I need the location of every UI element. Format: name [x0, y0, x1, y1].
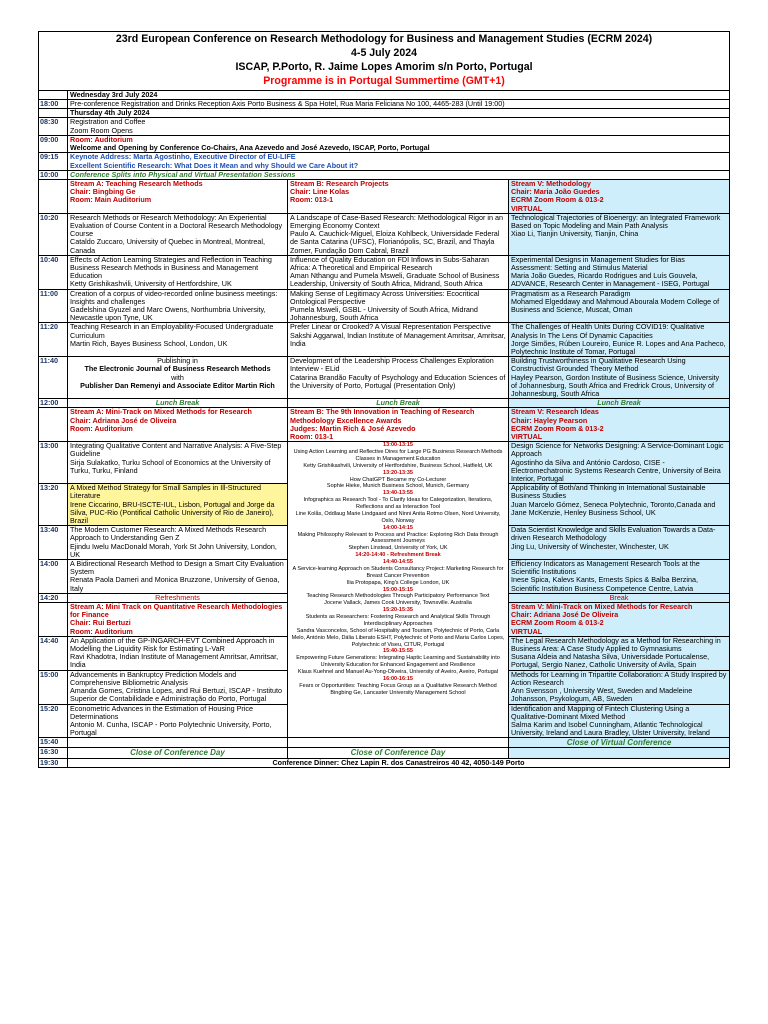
- stream-a-header: [68, 179, 288, 213]
- close-day-a: Close of Conference Day: [68, 748, 288, 758]
- stream-title: Stream A: Mini-Track on Mixed Methods for Research: [70, 407, 252, 417]
- paper-title: Development of the Leadership Process Challenges Exploration Interview - ELid: [290, 356, 494, 374]
- session-a: [68, 484, 288, 526]
- session-v: [509, 442, 730, 484]
- session-a: [68, 636, 288, 670]
- keynote-speaker: Keynote Address: Marta Agostinho, Executive Director of EU-LIFE: [70, 152, 296, 162]
- conference-venue: ISCAP, P.Porto, R. Jaime Lopes Amorim s/n Porto, Portugal: [235, 60, 533, 73]
- award-author: Ketty Grishikashvili, University of Hertfordshire, Business School, Hatfield, UK: [303, 462, 493, 469]
- award-title: Making Philosophy Relevant to Process and Practice: Exploring Rich Data through Assessment Journeys: [297, 531, 499, 545]
- paper-authors: Agostinho da Silva and António Cardoso, CISE - Electromechatronic Systems Research Centre, University of Beira Interior, Portugal: [511, 457, 721, 484]
- award-time: 14:00-14:15: [383, 524, 413, 531]
- paper-authors: Maria João Guedes, Ricardo Rodrigues and Luís Gouvela, ADVANCE, Research Center in Management - ISEG, Portugal: [511, 271, 710, 289]
- time-cell: 15:20: [39, 704, 68, 738]
- paper-title: Influence of Quality Education on FDI Inflows in Subs-Saharan Africa: A Theoretical and Empirical Research: [290, 255, 489, 272]
- paper-authors: Antonio M. Cunha, ISCAP - Porto Polytechnic University, Porto, Portugal: [70, 719, 272, 738]
- welcome-text: Welcome and Opening by Conference Co-Chairs, Ana Azevedo and José Azevedo, ISCAP, Porto, Portugal: [70, 143, 430, 153]
- session-v: [509, 255, 730, 289]
- time-cell: 12:00: [39, 399, 68, 408]
- paper-title: Design Science for Networks Designing: A Service-Dominant Logic Approach: [511, 441, 724, 459]
- conference-dates: 4-5 July 2024: [351, 46, 417, 59]
- paper-title: Experimental Designs in Management Studies for Bias Assessment: Setting and Stimulus Material: [511, 255, 685, 272]
- award-time: 13:20-13:35: [383, 469, 413, 476]
- award-author: Ilia Protopapa, King's College London, UK: [346, 579, 450, 586]
- reception-text: Pre-conference Registration and Drinks Reception Axis Porto Business & Spa Hotel, Rua Maria Feliciana No 100, 4465-283 (Until 19:00): [68, 100, 730, 109]
- paper-authors: Jorge Simões, Rúben Loureiro, Eunice R. Lopes and Ana Pacheco, Polytechnic Institute of Tomar, Portugal: [511, 338, 726, 356]
- session-a: [68, 704, 288, 738]
- day-label-thursday: Thursday 4th July 2024: [68, 109, 730, 118]
- award-title: Using Action Learning and Reflective Dires for Large PG Business Research Methods Classes in Management Education: [293, 449, 503, 462]
- paper-authors: Ketty Grishikashvili, University of Hertfordshire, UK: [70, 279, 232, 289]
- stream-room: Room: 013-1: [290, 432, 334, 441]
- session-v: [509, 704, 730, 738]
- paper-authors: Mohamed Elgeddawy and Mahmoud Abourala Modern College of Business and Science, Muscat, Oman: [511, 296, 720, 314]
- lunch-break-a: Lunch Break: [68, 399, 288, 408]
- stream-v-header-mixed: [509, 603, 730, 637]
- stream-b-header: [288, 179, 509, 213]
- paper-title: Technological Trajectories of Bioenergy: an Integrated Framework Based on Topic Modeling and Main Path Analysis: [511, 213, 721, 230]
- time-cell: 15:40: [39, 738, 68, 748]
- paper-title: Identification and Mapping of Fintech Clustering Using a Qualitative-Dominant Mixed Method: [511, 704, 690, 721]
- award-time: 13:00-13:15: [383, 442, 413, 449]
- stream-b-header-pm: [288, 408, 509, 442]
- close-virtual: Close of Virtual Conference: [509, 738, 730, 748]
- stream-title: Stream A: Teaching Research Methods: [70, 179, 203, 188]
- paper-title: Publishing in: [157, 356, 198, 366]
- paper-title: The Legal Research Methodology as a Method for Researching in Business Area: A Case Study Applied to Gymnasiums: [511, 636, 721, 654]
- zoom-room-text: Zoom Room Opens: [70, 125, 133, 135]
- session-v: [509, 636, 730, 670]
- time-cell: 10:20: [39, 213, 68, 255]
- stream-judges: Judges: Martin Rich & José Azevedo: [290, 423, 416, 433]
- paper-title: The Modern Customer Research: A Mixed Methods Research Approach to Understanding Gen Z: [70, 525, 267, 543]
- paper-title: Integrating Qualitative Content and Narrative Analysis: A Five-Step Guideline: [70, 441, 282, 459]
- session-a: [68, 213, 288, 255]
- paper-title: The Challenges of Health Units During COVID19: Qualitative Analysis In The Lens Of Dynamic Capacities: [511, 322, 705, 340]
- welcome-room: Room: Auditorium: [70, 135, 133, 144]
- award-title: A Service-learning Approach on Students Consultancy Project: Marketing Research for Breast Cancer Prevention: [292, 565, 504, 579]
- registration-text: Registration and Coffee: [70, 117, 146, 127]
- paper-authors: Cataldo Zuccaro, University of Quebec in Montreal, Montreal, Canada: [70, 237, 265, 255]
- time-cell: 16:30: [39, 748, 68, 758]
- session-b: [288, 357, 509, 399]
- paper-authors: Hayley Pearson, Gordon Institute of Business Science, University of Johannesburg, South Africa and Fredrick Crous, University of Johannesburg, South Africa: [511, 372, 720, 398]
- stream-line: VIRTUAL: [511, 626, 543, 636]
- award-author: Sophie Hieke, Munich Business School, Munich, Germany: [326, 483, 470, 490]
- award-time: 15:00-15:15: [383, 586, 413, 593]
- paper-title: Creation of a corpus of video-recorded online business meetings: Insights and challenges: [70, 289, 278, 306]
- stream-title: Stream B: Research Projects: [290, 179, 389, 188]
- award-author: Klaus Kuehnel and Manuel Au-Yong-Oliveira, University of Aveiro, Aveiro, Portugal: [297, 669, 499, 676]
- time-cell: 15:00: [39, 670, 68, 704]
- paper-authors: Irene Ciccarino, BRU-ISCTE-IUL, Lisbon, Portugal and Jorge da Silva, PUC-Rio (Pontifical Catholic University of Rio de Janeiro), Brazil: [70, 499, 275, 526]
- keynote-cell: [68, 153, 730, 170]
- stream-line: Stream A: Mini Track on Quantitative Research Methodologies for Finance: [70, 602, 283, 620]
- stream-line: Stream V: Mini-Track on Mixed Methods for Research: [511, 602, 693, 612]
- paper-authors: Gadelshina Gyuzel and Marc Owens, Northumbria University, Newcastle upon Tyne, UK: [70, 304, 266, 323]
- award-break: 14:20-14:40 - Refreshment Break: [355, 552, 441, 559]
- session-v: [509, 484, 730, 526]
- time-cell: 09:00: [39, 135, 68, 152]
- paper-title: Making Sense of Legitimacy Across Universities: Ecocritical Ontological Perspective: [290, 289, 480, 306]
- paper-title: Building Trustworthiness in Qualitative Research Using Constructivist Grounded Theory Method: [511, 356, 686, 374]
- session-v: [509, 323, 730, 357]
- time-cell: 18:00: [39, 100, 68, 109]
- award-time: 14:40-14:55: [383, 559, 413, 566]
- paper-title: Methods for Learning in Tripartite Collaboration: A Study Inspired by Action Research: [511, 670, 727, 687]
- stream-line: ECRM Zoom Room & 013-2: [511, 618, 604, 628]
- award-time: 16:00-16:15: [383, 675, 413, 682]
- paper-title: A Landscape of Case-Based Research: Methodological Rigor in an Emerging Economy Context: [290, 213, 503, 230]
- paper-authors: Martin Rich, Bayes Business School, London, UK: [70, 338, 228, 348]
- session-v: [509, 560, 730, 594]
- paper-authors: Ann Svensson , University West, Sweden and Madeleine Johansson, Psykologum, AB, Sweden: [511, 686, 693, 704]
- time-cell: 09:15: [39, 153, 68, 170]
- award-time: 13:40-13:55: [383, 490, 413, 497]
- paper-authors: Ravi Khadotra, Indian Institute of Management Amritsar, Amritsar, India: [70, 652, 279, 670]
- welcome-cell: [68, 135, 730, 152]
- stream-room: Room: Auditorium: [70, 423, 133, 433]
- time-cell: 11:20: [39, 323, 68, 357]
- session-v: [509, 670, 730, 704]
- paper-title: Efficiency Indicators as Management Research Tools at the Scientific Institutions: [511, 559, 700, 577]
- award-title: Teaching Research Methodologies Through Participatory Performance Text: [306, 593, 490, 600]
- award-author: Bingbing Ge, Lancaster University Management School: [330, 689, 466, 696]
- award-author: Line Kolås, Oddlaug Marie Lindgaard and Ninni Anita Rotmo Olsen, Nord University, Oslo, Norway: [295, 510, 501, 524]
- paper-authors: Paulo A. Cauchick-Miguel, Eloiza Kohlbeck, Universidade Federal de Santa Catarina (UFSC), Florianópolis, SC, Brazil, and Thayla Zomer, Fundação Dom Cabral, Brazil: [290, 229, 500, 255]
- time-cell: 08:30: [39, 118, 68, 135]
- stream-chair: Chair: Maria João Guedes: [511, 187, 600, 197]
- time-cell: 11:40: [39, 357, 68, 399]
- paper-title: Advancements in Bankruptcy Prediction Models and Comprehensive Bibliometric Analysis: [70, 670, 237, 687]
- paper-title: Data Scientist Knowledge and Skills Evaluation Towards a Data-driven Research Methodology: [511, 525, 716, 543]
- stream-mode: VIRTUAL: [511, 203, 543, 213]
- paper-authors: Pumela Msweli, GSBL - University of South Africa, Midrand Johannesburg, South Africa: [290, 304, 478, 323]
- time-cell: 19:30: [39, 758, 68, 767]
- session-b: [288, 255, 509, 289]
- stream-mode: VIRTUAL: [511, 432, 543, 441]
- award-title: Infographics as Research Tool - To Clarify Ideas for Categorization, Iterations, Reflections and as Interaction Tool: [303, 497, 493, 511]
- time-cell: [39, 603, 68, 637]
- lunch-break-v: Lunch Break: [509, 399, 730, 408]
- refreshments-label: Refreshments: [68, 593, 288, 602]
- stream-chair: Chair: Adriana José de Oliveira: [70, 415, 177, 425]
- stream-a-header-finance: [68, 603, 288, 637]
- stream-line: Chair: Rui Bertuzi: [70, 618, 131, 628]
- stream-chair: Chair: Hayley Pearson: [511, 415, 588, 425]
- stream-room: Room: 013-1: [290, 195, 334, 205]
- split-note: Conference Splits into Physical and Virtual Presentation Sessions: [68, 170, 730, 179]
- paper-title: A Mixed Method Strategy for Small Samples in Ill-Structured Literature: [70, 483, 261, 501]
- time-cell: 10:00: [39, 170, 68, 179]
- stream-room: ECRM Zoom Room & 013-2: [511, 195, 604, 205]
- session-a: [68, 670, 288, 704]
- award-time: 15:40-15:55: [383, 648, 413, 655]
- stream-line: Chair: Adriana José De Oliveira: [511, 610, 619, 620]
- stream-title: Stream V: Methodology: [511, 179, 591, 188]
- award-author: Sandra Vasconcelos, School of Hospitality and Tourism, Polytechnic of Porto, Carla Melo, António Melo, Dália Liberato ESHT, Polytechnic of Porto and Maria Carlos Lopes, Polytechnic of Viseu, CITUR, Portugal: [291, 627, 505, 648]
- programme-table: [38, 31, 730, 768]
- stream-chair: Chair: Line Kolas: [290, 187, 350, 197]
- break-label: Break: [509, 593, 730, 602]
- stream-v-header-pm: [509, 408, 730, 442]
- session-v: [509, 357, 730, 399]
- paper-title: Prefer Linear or Crooked? A Visual Representation Perspective: [290, 322, 491, 332]
- stream-a-header-pm: [68, 408, 288, 442]
- session-v: [509, 213, 730, 255]
- dinner-text: Conference Dinner: Chez Lapin R. dos Canastreiros 40 42, 4050-149 Porto: [68, 758, 730, 767]
- paper-authors: Renata Paola Dameri and Monica Bruzzone, University of Genoa, Italy: [70, 575, 280, 593]
- award-author: Jocene Vallack, James Cook University, Townsville. Australia: [324, 600, 472, 607]
- paper-authors: The Electronic Journal of Business Research Methods: [84, 364, 271, 374]
- time-cell: 14:00: [39, 560, 68, 594]
- session-a: [68, 526, 288, 560]
- stream-v-header: [509, 179, 730, 213]
- stream-room: Room: Main Auditorium: [70, 195, 152, 205]
- session-b: [288, 213, 509, 255]
- stream-line: Room: Auditorium: [70, 626, 133, 636]
- paper-title: Applicability of Both/and Thinking in International Sustainable Business Studies: [511, 483, 706, 501]
- day-label-wednesday: Wednesday 3rd July 2024: [68, 90, 730, 99]
- paper-authors: Susana Aldeia and Natasha Silva, Universidade Portucalense, Portugal, Sergio Nanez, Catholic University of Avila, Spain: [511, 652, 710, 670]
- paper-authors: with: [171, 372, 184, 382]
- paper-authors: Sakshi Aggarwal, Indian Institute of Management Amritsar, Amritsar, India: [290, 330, 506, 348]
- paper-authors: Publisher Dan Remenyi and Associate Editor Martin Rich: [80, 380, 275, 390]
- paper-authors: Amanda Gomes, Cristina Lopes, and Rui Bertuzi, ISCAP - Instituto Superior de Contabilidade e Administração do Porto, Portugal: [70, 686, 282, 704]
- time-cell: 11:00: [39, 289, 68, 323]
- session-a: [68, 357, 288, 399]
- time-cell: 14:40: [39, 636, 68, 670]
- session-b: [288, 289, 509, 323]
- session-a: [68, 255, 288, 289]
- session-a: [68, 323, 288, 357]
- close-day-b: Close of Conference Day: [288, 748, 509, 758]
- paper-authors: Juan Marcelo Gómez, Seneca Polytechnic, Toronto,Canada and Jane McKenzie, Henley Business School, UK: [511, 499, 716, 517]
- time-cell: 13:20: [39, 484, 68, 526]
- keynote-title: Excellent Scientific Research: What Does it Mean and why Should we Care About it?: [70, 160, 359, 170]
- stream-room: ECRM Zoom Room & 013-2: [511, 423, 604, 433]
- session-a: [68, 560, 288, 594]
- award-author: Stephen Linstead, University of York, UK: [348, 545, 448, 552]
- registration-cell: [68, 118, 730, 135]
- session-a: [68, 442, 288, 484]
- conference-header: [39, 32, 730, 91]
- stream-title: Stream B: The 9th Innovation in Teaching of Research Methodology Excellence Awards: [290, 407, 475, 425]
- paper-title: Pragmatism as a Research Paradigm: [511, 289, 631, 298]
- paper-authors: Xiao Li, Tianjin University, Tianjin, China: [511, 229, 639, 239]
- paper-authors: Sirja Sulakatko, Turku School of Economics at the University of Turku, Turku, Finland: [70, 457, 271, 475]
- time-cell: 10:40: [39, 255, 68, 289]
- paper-title: A Bidirectional Research Method to Design a Smart City Evaluation System: [70, 559, 284, 577]
- paper-authors: Inese Spica, Kalevs Kants, Ernests Spics & Balba Berzina, Scientific Institution Business Competence Centre, Latvia: [511, 575, 698, 593]
- paper-title: Research Methods or Research Methodology: An Experiential Evaluation of Course Content in a Doctoral Research Methodology Course: [70, 213, 283, 239]
- stream-title: Stream V: Research Ideas: [511, 407, 599, 417]
- paper-authors: Salma Karim and Isobel Cunningham, Atlantic Technological University, Ireland and Laura Bradley, Ulster University, Ireland: [511, 719, 710, 738]
- paper-authors: Ejindu Iwelu MacDonald Morah, York St John University, London, UK: [70, 541, 277, 559]
- time-cell: 14:20: [39, 593, 68, 602]
- award-time: 15:20-15:35: [383, 607, 413, 614]
- paper-authors: Aman Nthangu and Pumela Msweli, Graduate School of Business Leadership, University of South Africa, Midrand, South Africa: [290, 271, 500, 289]
- paper-authors: Catarina Brandão Faculty of Psychology and Education Sciences of the University of Porto, Portugal (Presentation Only): [290, 372, 506, 390]
- lunch-break-b: Lunch Break: [288, 399, 509, 408]
- timezone-note: Programme is in Portugal Summertime (GMT+1): [263, 74, 505, 87]
- paper-title: Econometric Advances in the Estimation of Housing Price Determinations: [70, 704, 253, 721]
- time-cell: 13:00: [39, 442, 68, 484]
- conference-title: 23rd European Conference on Research Methodology for Business and Management Studies (ECRM 2024): [115, 33, 653, 45]
- award-title: How ChatGPT Became my Co-Lecturer: [349, 476, 447, 483]
- paper-title: Effects of Action Learning Strategies and Reflection in Teaching Business Research Methods in Business and Management Education: [70, 255, 272, 281]
- award-title: Students as Researchers: Fostering Research and Analytical Skills Through Interdisciplinary Approaches: [305, 614, 491, 627]
- time-cell: 13:40: [39, 526, 68, 560]
- paper-title: An Application of the GP-INGARCH-EVT Combined Approach in Modelling the Liquidity Risk for Estimating L-VaR: [70, 636, 275, 654]
- session-v: [509, 289, 730, 323]
- session-b: [288, 323, 509, 357]
- session-v: [509, 526, 730, 560]
- awards-list: [288, 442, 509, 738]
- stream-chair: Chair: Bingbing Ge: [70, 187, 136, 197]
- session-a: [68, 289, 288, 323]
- award-title: Fears or Opportunities: Teaching Focus Group as a Qualitative Research Method: [299, 682, 497, 689]
- award-title: Empowering Future Generations: Integrating Haptic Learning and Sustainability into University Education for Enhanced Engagement and Resilience: [296, 655, 500, 669]
- paper-title: Teaching Research in an Employability-Focused Undergraduate Curriculum: [70, 322, 274, 340]
- paper-authors: Jing Lu, University of Winchester, Winchester, UK: [511, 541, 669, 551]
